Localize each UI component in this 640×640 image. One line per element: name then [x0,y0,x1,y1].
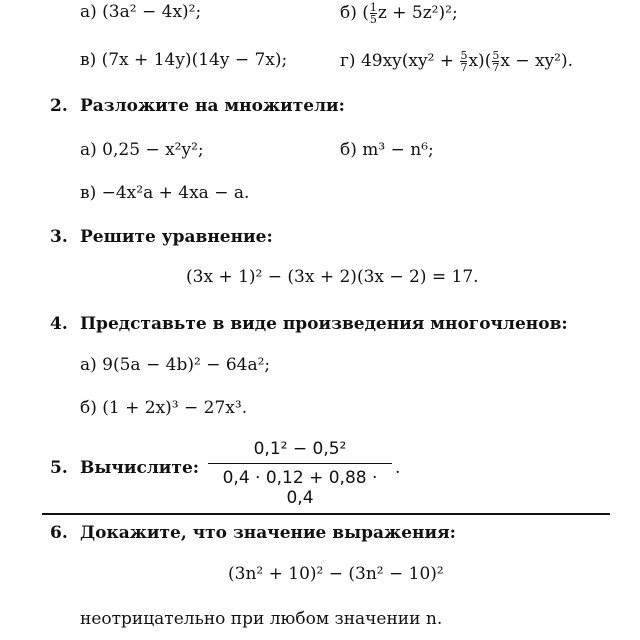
task5-heading: Вычислите: [80,458,200,478]
task4-heading: Представьте в виде произведения многочленов: [80,314,568,334]
task6-heading: Докажите, что значение выражения: [80,523,456,543]
task5-end: . [395,458,401,478]
task1-item-b: б) ( $\frac{1}{5}$ z + 5z²)²; [340,1,458,26]
task2-number: 2. [50,96,68,116]
task6-conclusion: неотрицательно при любом значении n. [80,609,443,629]
fraction: $\frac{5}{7}$ [460,49,468,74]
task2-heading: Разложите на множители: [80,96,345,116]
task2-item-a: а) 0,25 − x²y²; [80,140,204,160]
task6-expression: (3n² + 10)² − (3n² − 10)² [228,564,444,584]
task5-denominator: 0,4 · 0,12 + 0,88 · 0,4 [222,468,378,508]
task2-item-v: в) −4x²a + 4xa − a. [80,183,250,203]
task3-number: 3. [50,227,68,247]
task4-item-a: а) 9(5a − 4b)² − 64a²; [80,355,271,375]
task2-item-b: б) m³ − n⁶; [340,140,434,160]
task5-numerator: 0,1² − 0,5² [208,439,392,464]
task4-item-b: б) (1 + 2x)³ − 27x³. [80,398,248,418]
section-divider [42,513,610,515]
task3-equation: (3x + 1)² − (3x + 2)(3x − 2) = 17. [186,267,479,287]
task6-number: 6. [50,523,68,543]
fraction: $\frac{1}{5}$ [369,1,377,26]
task4-number: 4. [50,314,68,334]
fraction: $\frac{5}{7}$ [492,49,500,74]
task1-item-a: а) (3a² − 4x)²; [80,2,202,22]
task1-item-v: в) (7x + 14y)(14y − 7x); [80,50,288,70]
task3-heading: Решите уравнение: [80,227,273,247]
task5-number: 5. [50,458,68,478]
task1-item-g: г) 49xy(xy² + $\frac{5}{7}$ x)( $\frac{5}{7}$ x − xy²). [340,49,574,74]
task5-fraction [208,439,392,508]
